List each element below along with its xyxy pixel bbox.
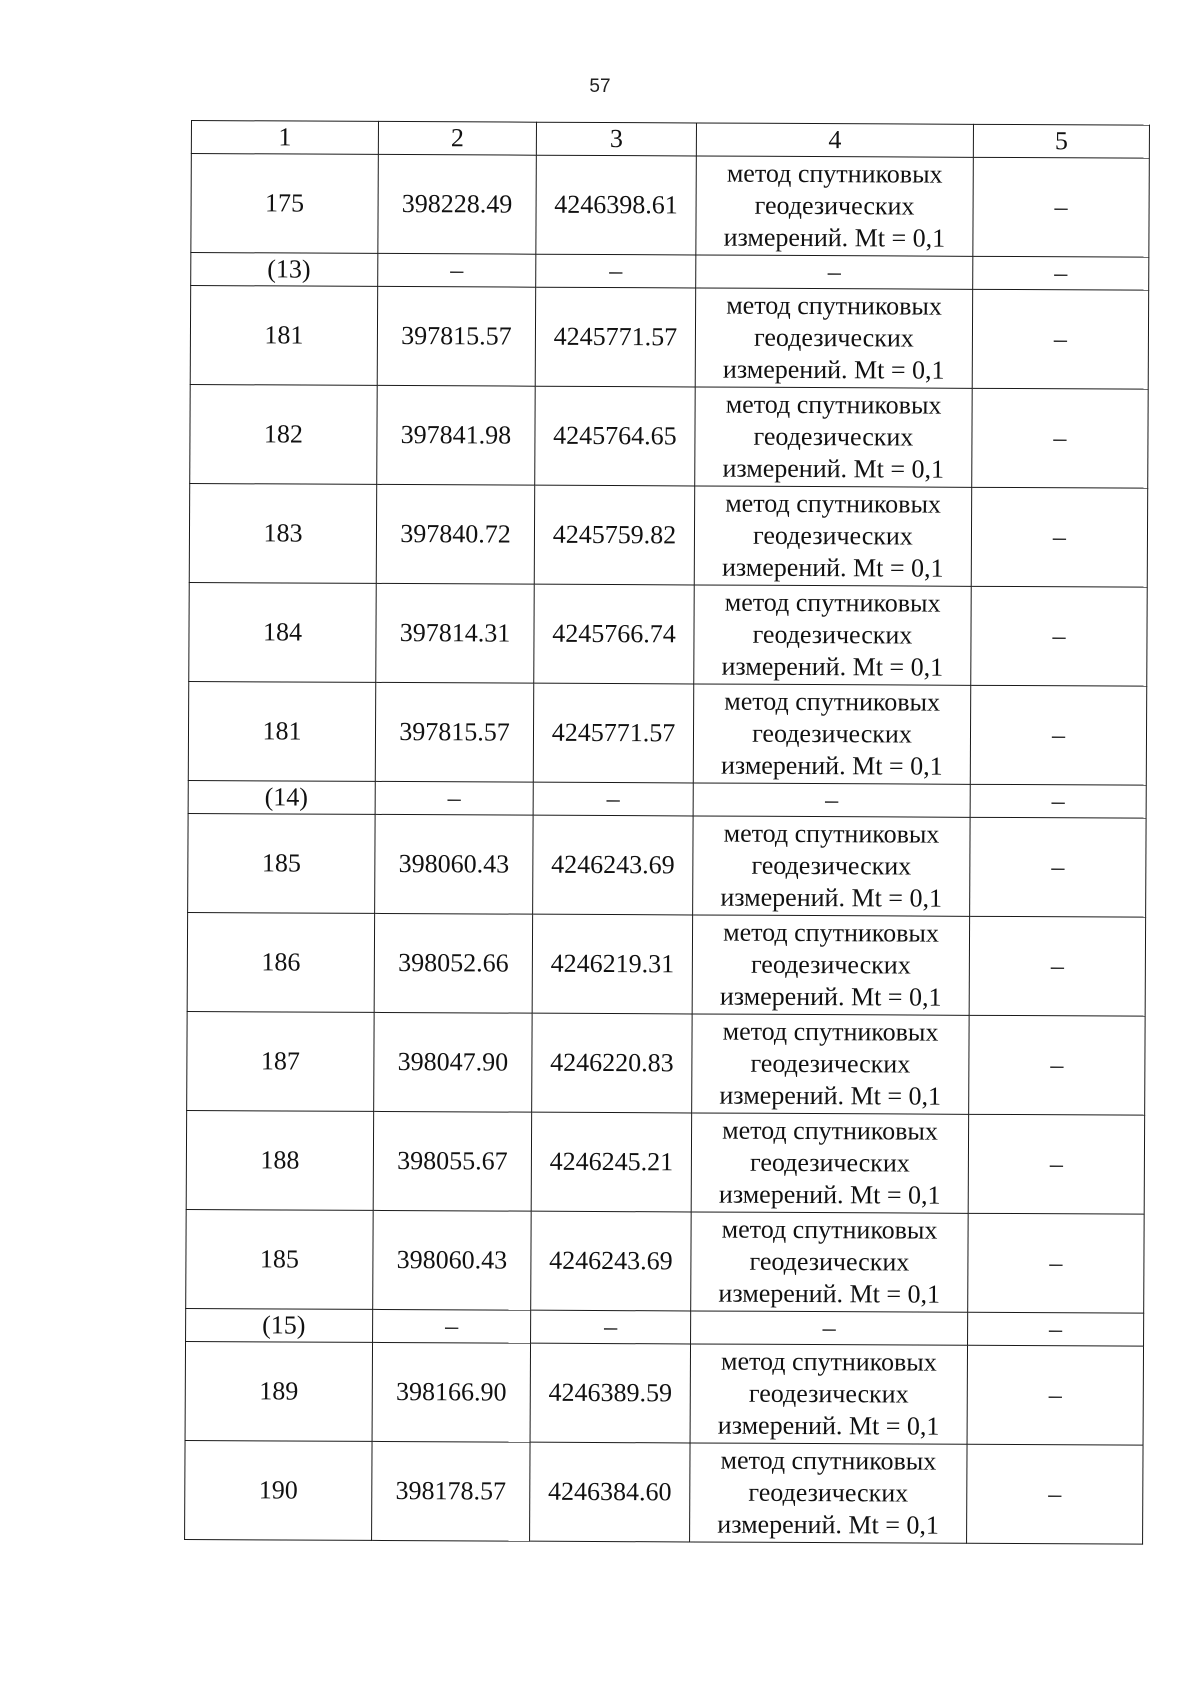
method-text-line-1: метод спутниковых [725, 389, 942, 420]
x-coordinate-cell: 397841.98 [377, 385, 535, 485]
y-coordinate-cell: 4246384.60 [530, 1442, 690, 1542]
method-text-line-1: метод спутниковых [726, 158, 943, 189]
page-number: 57 [589, 76, 611, 97]
method-text-line-1: метод спутниковых [720, 1445, 937, 1476]
y-coordinate-cell: 4246220.83 [532, 1013, 692, 1113]
x-coordinate-cell: 398055.67 [373, 1111, 531, 1211]
method-text-line-2: геодезических [748, 1378, 909, 1409]
table-row [190, 384, 1148, 488]
method-text-line-2: геодезических [749, 1147, 910, 1178]
description-cell: – [970, 685, 1146, 785]
method-text-line-3: измерений. Mt = 0,1 [719, 981, 942, 1012]
description-cell: – [971, 487, 1147, 587]
point-number-cell: 181 [188, 681, 375, 781]
group-dash-cell-5: – [970, 784, 1146, 818]
point-number-cell: 189 [185, 1341, 372, 1441]
table-row [187, 1011, 1145, 1115]
table-header [191, 121, 1149, 159]
method-cell [694, 486, 971, 586]
description-cell: – [972, 289, 1148, 389]
table-body [185, 154, 1150, 1545]
method-text-line-3: измерений. Mt = 0,1 [721, 651, 944, 682]
group-dash-cell-3: – [533, 782, 693, 816]
method-text-line-2: геодезических [753, 421, 914, 452]
description-cell: – [967, 1345, 1143, 1445]
method-cell [695, 387, 972, 487]
method-text-line-1: метод спутниковых [725, 488, 942, 519]
description-cell: – [969, 916, 1145, 1016]
table-row [186, 1110, 1144, 1214]
method-text-line-3: измерений. Mt = 0,1 [718, 1278, 941, 1309]
method-text-line-1: метод спутниковых [722, 1115, 938, 1146]
group-dash-cell-4: – [693, 783, 970, 817]
method-text-line-2: геодезических [754, 190, 915, 221]
method-cell [690, 1344, 967, 1444]
y-coordinate-cell: 4246243.69 [533, 815, 693, 915]
description-cell: – [967, 1444, 1143, 1544]
y-coordinate-cell: 4245771.57 [533, 683, 693, 783]
y-coordinate-cell: 4246243.69 [531, 1211, 691, 1311]
group-dash-cell-2: – [378, 253, 536, 287]
method-text-line-3: измерений. Mt = 0,1 [718, 1179, 941, 1210]
description-cell: – [971, 586, 1147, 686]
table-row [185, 1440, 1143, 1544]
x-coordinate-cell: 398052.66 [374, 913, 532, 1013]
description-cell: – [970, 817, 1146, 917]
method-text-line-3: измерений. Mt = 0,1 [717, 1509, 940, 1540]
description-cell: – [968, 1213, 1144, 1313]
method-text-line-2: геодезических [753, 520, 913, 551]
method-text-line-2: геодезических [750, 949, 911, 980]
x-coordinate-cell: 397815.57 [375, 682, 533, 782]
method-text-line-2: геодезических [752, 619, 913, 650]
header-col-2: 2 [378, 121, 536, 155]
x-coordinate-cell: 398228.49 [378, 154, 536, 254]
table-row [186, 1209, 1144, 1313]
x-coordinate-cell: 397815.57 [377, 286, 535, 386]
group-dash-cell-3: – [536, 254, 696, 288]
y-coordinate-cell: 4245771.57 [535, 287, 695, 387]
point-number-cell: 190 [185, 1440, 372, 1540]
x-coordinate-cell: 398060.43 [373, 1210, 531, 1310]
header-col-4: 4 [696, 123, 973, 157]
description-cell: – [972, 388, 1148, 488]
method-cell [691, 1212, 968, 1312]
y-coordinate-cell: 4246398.61 [536, 155, 696, 255]
method-text-line-2: геодезических [750, 1048, 911, 1079]
method-text-line-3: измерений. Mt = 0,1 [720, 882, 943, 913]
point-number-cell: 188 [186, 1110, 373, 1210]
coordinates-table-wrapper [184, 120, 1149, 1545]
method-text-line-3: измерений. Mt = 0,1 [720, 750, 943, 781]
method-text-line-3: измерений. Mt = 0,1 [717, 1410, 940, 1441]
point-number-cell: 186 [187, 912, 374, 1012]
method-cell [695, 288, 972, 388]
method-text-line-3: измерений. Mt = 0,1 [721, 552, 944, 583]
group-label-cell: (15) [186, 1308, 373, 1342]
table-row [189, 483, 1147, 587]
y-coordinate-cell: 4245766.74 [534, 584, 694, 684]
method-text-line-1: метод спутниковых [723, 917, 939, 948]
y-coordinate-cell: 4246389.59 [530, 1343, 690, 1443]
point-number-cell: 184 [189, 582, 376, 682]
point-number-cell: 182 [190, 384, 377, 484]
header-col-5: 5 [973, 124, 1149, 158]
method-cell [692, 915, 969, 1015]
point-number-cell: 175 [191, 154, 378, 254]
coordinates-table [184, 120, 1150, 1545]
header-col-3: 3 [536, 122, 696, 156]
group-row [191, 253, 1149, 291]
point-number-cell: 187 [187, 1011, 374, 1111]
table-row [188, 813, 1146, 917]
method-cell [693, 684, 970, 784]
method-text-line-2: геодезических [751, 850, 912, 881]
method-text-line-3: измерений. Mt = 0,1 [719, 1080, 942, 1111]
table-row [188, 681, 1146, 785]
table-row [185, 1341, 1143, 1445]
group-row [186, 1308, 1144, 1346]
point-number-cell: 185 [188, 813, 375, 913]
group-dash-cell-3: – [531, 1310, 691, 1344]
method-text-line-2: геодезических [748, 1477, 909, 1508]
method-text-line-3: измерений. Mt = 0,1 [723, 222, 946, 253]
group-dash-cell-4: – [696, 255, 973, 289]
group-dash-cell-4: – [691, 1311, 968, 1345]
method-cell [690, 1443, 967, 1543]
description-cell: – [968, 1114, 1144, 1214]
method-text-line-1: метод спутниковых [726, 290, 943, 321]
table-row [187, 912, 1145, 1016]
x-coordinate-cell: 398178.57 [372, 1441, 530, 1541]
group-label-cell: (14) [188, 780, 375, 814]
method-text-line-1: метод спутниковых [723, 818, 940, 849]
method-text-line-1: метод спутниковых [721, 1346, 937, 1377]
y-coordinate-cell: 4246219.31 [532, 914, 692, 1014]
method-text-line-2: геодезических [749, 1246, 910, 1277]
y-coordinate-cell: 4245764.65 [535, 386, 695, 486]
y-coordinate-cell: 4245759.82 [534, 485, 694, 585]
group-dash-cell-5: – [968, 1312, 1144, 1346]
group-row [188, 780, 1146, 818]
x-coordinate-cell: 397814.31 [376, 583, 534, 683]
method-cell [692, 1014, 969, 1114]
method-text-line-1: метод спутниковых [722, 1016, 939, 1047]
group-dash-cell-2: – [375, 781, 533, 815]
description-cell: – [973, 157, 1149, 257]
group-dash-cell-5: – [973, 256, 1149, 290]
method-text-line-1: метод спутниковых [721, 1214, 938, 1245]
method-text-line-1: метод спутниковых [724, 686, 941, 717]
method-cell [693, 816, 970, 916]
header-col-1: 1 [191, 121, 378, 155]
group-dash-cell-2: – [373, 1309, 531, 1343]
table-row [191, 154, 1149, 258]
group-label-cell: (13) [191, 253, 378, 287]
description-cell: – [969, 1015, 1145, 1115]
method-cell [694, 585, 971, 685]
table-row [189, 582, 1147, 686]
method-text-line-2: геодезических [752, 718, 912, 749]
point-number-cell: 183 [189, 483, 376, 583]
table-row [190, 286, 1148, 390]
point-number-cell: 181 [190, 286, 377, 386]
x-coordinate-cell: 398047.90 [374, 1012, 532, 1112]
method-cell [696, 156, 973, 256]
method-text-line-3: измерений. Mt = 0,1 [722, 453, 945, 484]
y-coordinate-cell: 4246245.21 [531, 1112, 691, 1212]
x-coordinate-cell: 398060.43 [375, 814, 533, 914]
x-coordinate-cell: 398166.90 [372, 1342, 530, 1442]
point-number-cell: 185 [186, 1209, 373, 1309]
method-text-line-1: метод спутниковых [724, 587, 941, 618]
method-text-line-2: геодезических [753, 322, 914, 353]
method-cell [691, 1113, 968, 1213]
x-coordinate-cell: 397840.72 [376, 484, 534, 584]
header-row [191, 121, 1149, 159]
method-text-line-3: измерений. Mt = 0,1 [722, 354, 945, 385]
